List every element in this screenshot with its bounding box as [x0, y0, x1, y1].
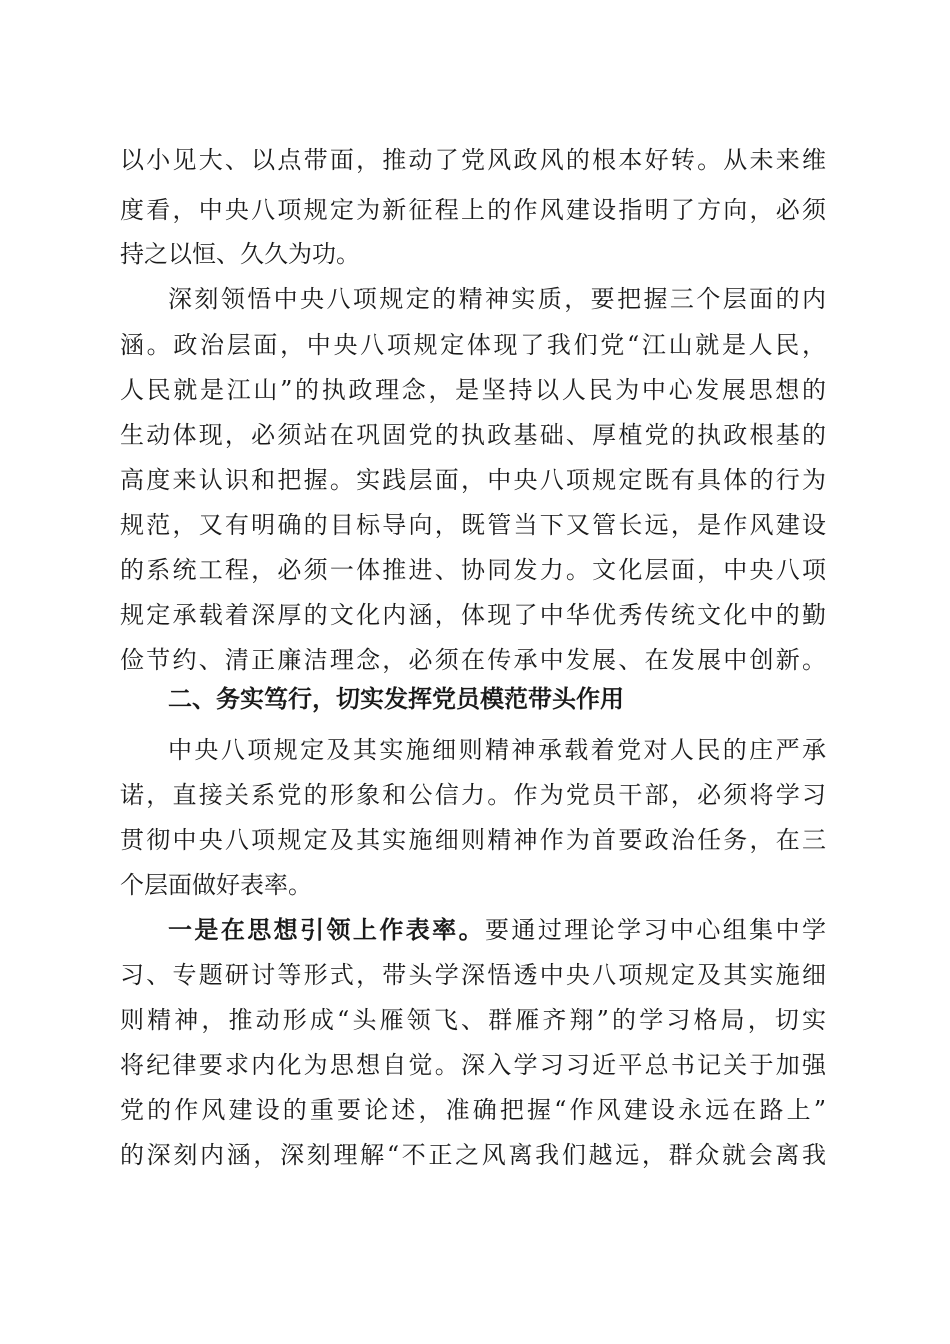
paragraph-1-line-2: 度看，中央八项规定为新征程上的作风建设指明了方向，必须 — [120, 196, 826, 224]
paragraph-1-line-3: 持之以恒、久久为功。 — [120, 240, 360, 268]
paragraph-4-line-1-rest: 要通过理论学习中心组集中学 — [485, 916, 826, 944]
paragraph-2-line-8: 规定承载着深厚的文化内涵，体现了中华优秀传统文化中的勤 — [120, 601, 826, 629]
paragraph-2-line-3: 人民就是江山”的执政理念，是坚持以人民为中心发展思想的 — [120, 376, 826, 404]
paragraph-4-line-3: 则精神，推动形成“头雁领飞、群雁齐翔”的学习格局，切实 — [120, 1006, 826, 1034]
section-heading-2: 二、务实笃行，切实发挥党员模范带头作用 — [168, 685, 624, 713]
paragraph-2-line-6: 规范，又有明确的目标导向，既管当下又管长远，是作风建设 — [120, 511, 826, 539]
paragraph-3-line-1: 中央八项规定及其实施细则精神承载着党对人民的庄严承 — [168, 736, 826, 764]
paragraph-3-line-4: 个层面做好表率。 — [120, 871, 312, 899]
paragraph-2-line-7: 的系统工程，必须一体推进、协同发力。文化层面，中央八项 — [120, 556, 826, 584]
paragraph-2-line-1: 深刻领悟中央八项规定的精神实质，要把握三个层面的内 — [168, 285, 826, 313]
paragraph-4-line-1 — [168, 907, 826, 953]
paragraph-4-line-4: 将纪律要求内化为思想自觉。深入学习习近平总书记关于加强 — [120, 1051, 826, 1079]
paragraph-3-line-2: 诺，直接关系党的形象和公信力。作为党员干部，必须将学习 — [120, 781, 826, 809]
paragraph-2-line-5: 高度来认识和把握。实践层面，中央八项规定既有具体的行为 — [120, 466, 826, 494]
paragraph-4-line-2: 习、专题研讨等形式，带头学深悟透中央八项规定及其实施细 — [120, 961, 826, 989]
paragraph-4-line-5: 党的作风建设的重要论述，准确把握“作风建设永远在路上” — [120, 1096, 826, 1124]
paragraph-3-line-3: 贯彻中央八项规定及其实施细则精神作为首要政治任务，在三 — [120, 826, 826, 854]
paragraph-4-lead: 一是在思想引领上作表率。 — [168, 915, 485, 944]
paragraph-2-line-9: 俭节约、清正廉洁理念，必须在传承中发展、在发展中创新。 — [120, 646, 826, 674]
paragraph-2-line-4: 生动体现，必须站在巩固党的执政基础、厚植党的执政根基的 — [120, 421, 826, 449]
paragraph-2-line-2: 涵。政治层面，中央八项规定体现了我们党“江山就是人民， — [120, 331, 826, 359]
paragraph-4-line-6: 的深刻内涵，深刻理解“不正之风离我们越远，群众就会离我 — [120, 1141, 826, 1169]
paragraph-1-line-1: 以小见大、以点带面，推动了党风政风的根本好转。从未来维 — [120, 146, 826, 174]
